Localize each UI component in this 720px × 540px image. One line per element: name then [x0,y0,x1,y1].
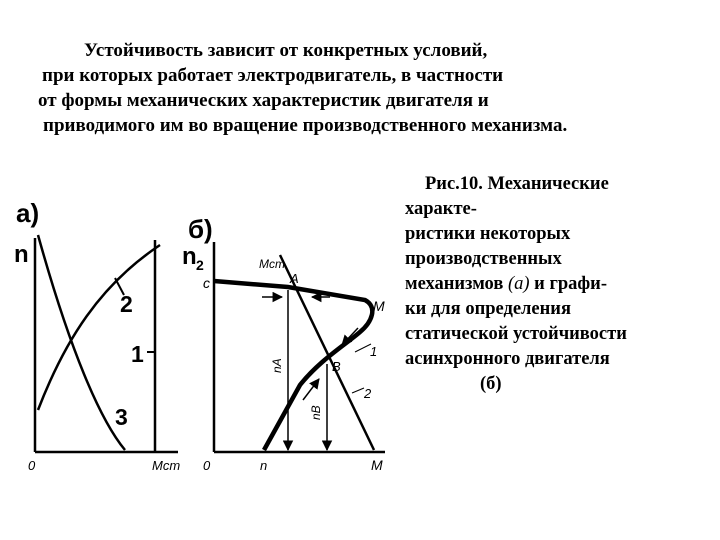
caption-line-4: производственных [405,249,562,269]
figure-b [182,214,385,473]
figure-a-origin-label: 0 [28,458,36,473]
figure-b-panel-label: б) [188,214,213,244]
figure-b-origin-label: 0 [203,458,211,473]
figure-a-y-axis-label: n [14,241,29,268]
figure-b-curve-1 [214,281,372,450]
intro-line-3: от формы механических характеристик двигателя и [38,90,489,111]
intro-line-2: при которых работает электродвигатель, в частности [42,65,504,86]
intro-line-4: приводимого им во вращение производственного механизма. [43,115,568,136]
caption-line-5-end: и графи- [529,274,607,294]
caption-line-1: Рис.10. Механические [425,174,609,194]
caption-ref-a: (а) [507,274,530,294]
figure-b-point-b-label: В [332,359,341,374]
caption-line-3: ристики некоторых [405,224,571,244]
figure-a [14,198,180,473]
figure-b-point-c-label: с [203,275,210,291]
caption-line-2: характе- [405,199,477,219]
figure-b-curve-1-label: 1 [370,344,378,359]
figure-b-x-n-label: n [260,458,268,473]
caption-line-8: асинхронного двигателя [405,349,610,369]
figure-b-y-axis-label: n [182,243,197,270]
figure-a-x-axis-label: Мст [152,458,181,473]
figure-b-mst-label: Мст [259,257,285,271]
figure-b-point-m-label: М [373,298,385,314]
figure-b-curve-2-leader [352,388,364,393]
figure-b-point-a-label: А [290,271,299,286]
figure-b-x-m-label: М [371,457,383,473]
intro-line-1: Устойчивость зависит от конкретных условий, [84,40,488,61]
figure-a-curve-2 [38,245,160,410]
figure-a-curve-2-label: 2 [120,291,133,317]
figure-b-arrow-b-lower [303,379,319,400]
caption-line-5-start: механизмов [405,274,508,294]
figure-a-curve-3 [38,235,125,450]
caption-line-6: ки для определения [405,299,571,319]
figure-b-curve-2-label: 2 [364,386,372,401]
figure-a-panel-label: а) [16,198,40,228]
figure-b-nb-label: nВ [309,405,323,420]
caption-line-9: (б) [480,374,502,394]
figure-a-curve-3-label: 3 [115,404,128,430]
figure-b-curve-1-leader [355,344,371,352]
figure-a-curve-1-label: 1 [131,341,144,367]
caption-line-7: статической устойчивости [405,324,627,344]
figure-b-y-axis-subscript: 2 [196,257,204,273]
figure-b-na-label: nА [270,358,284,373]
